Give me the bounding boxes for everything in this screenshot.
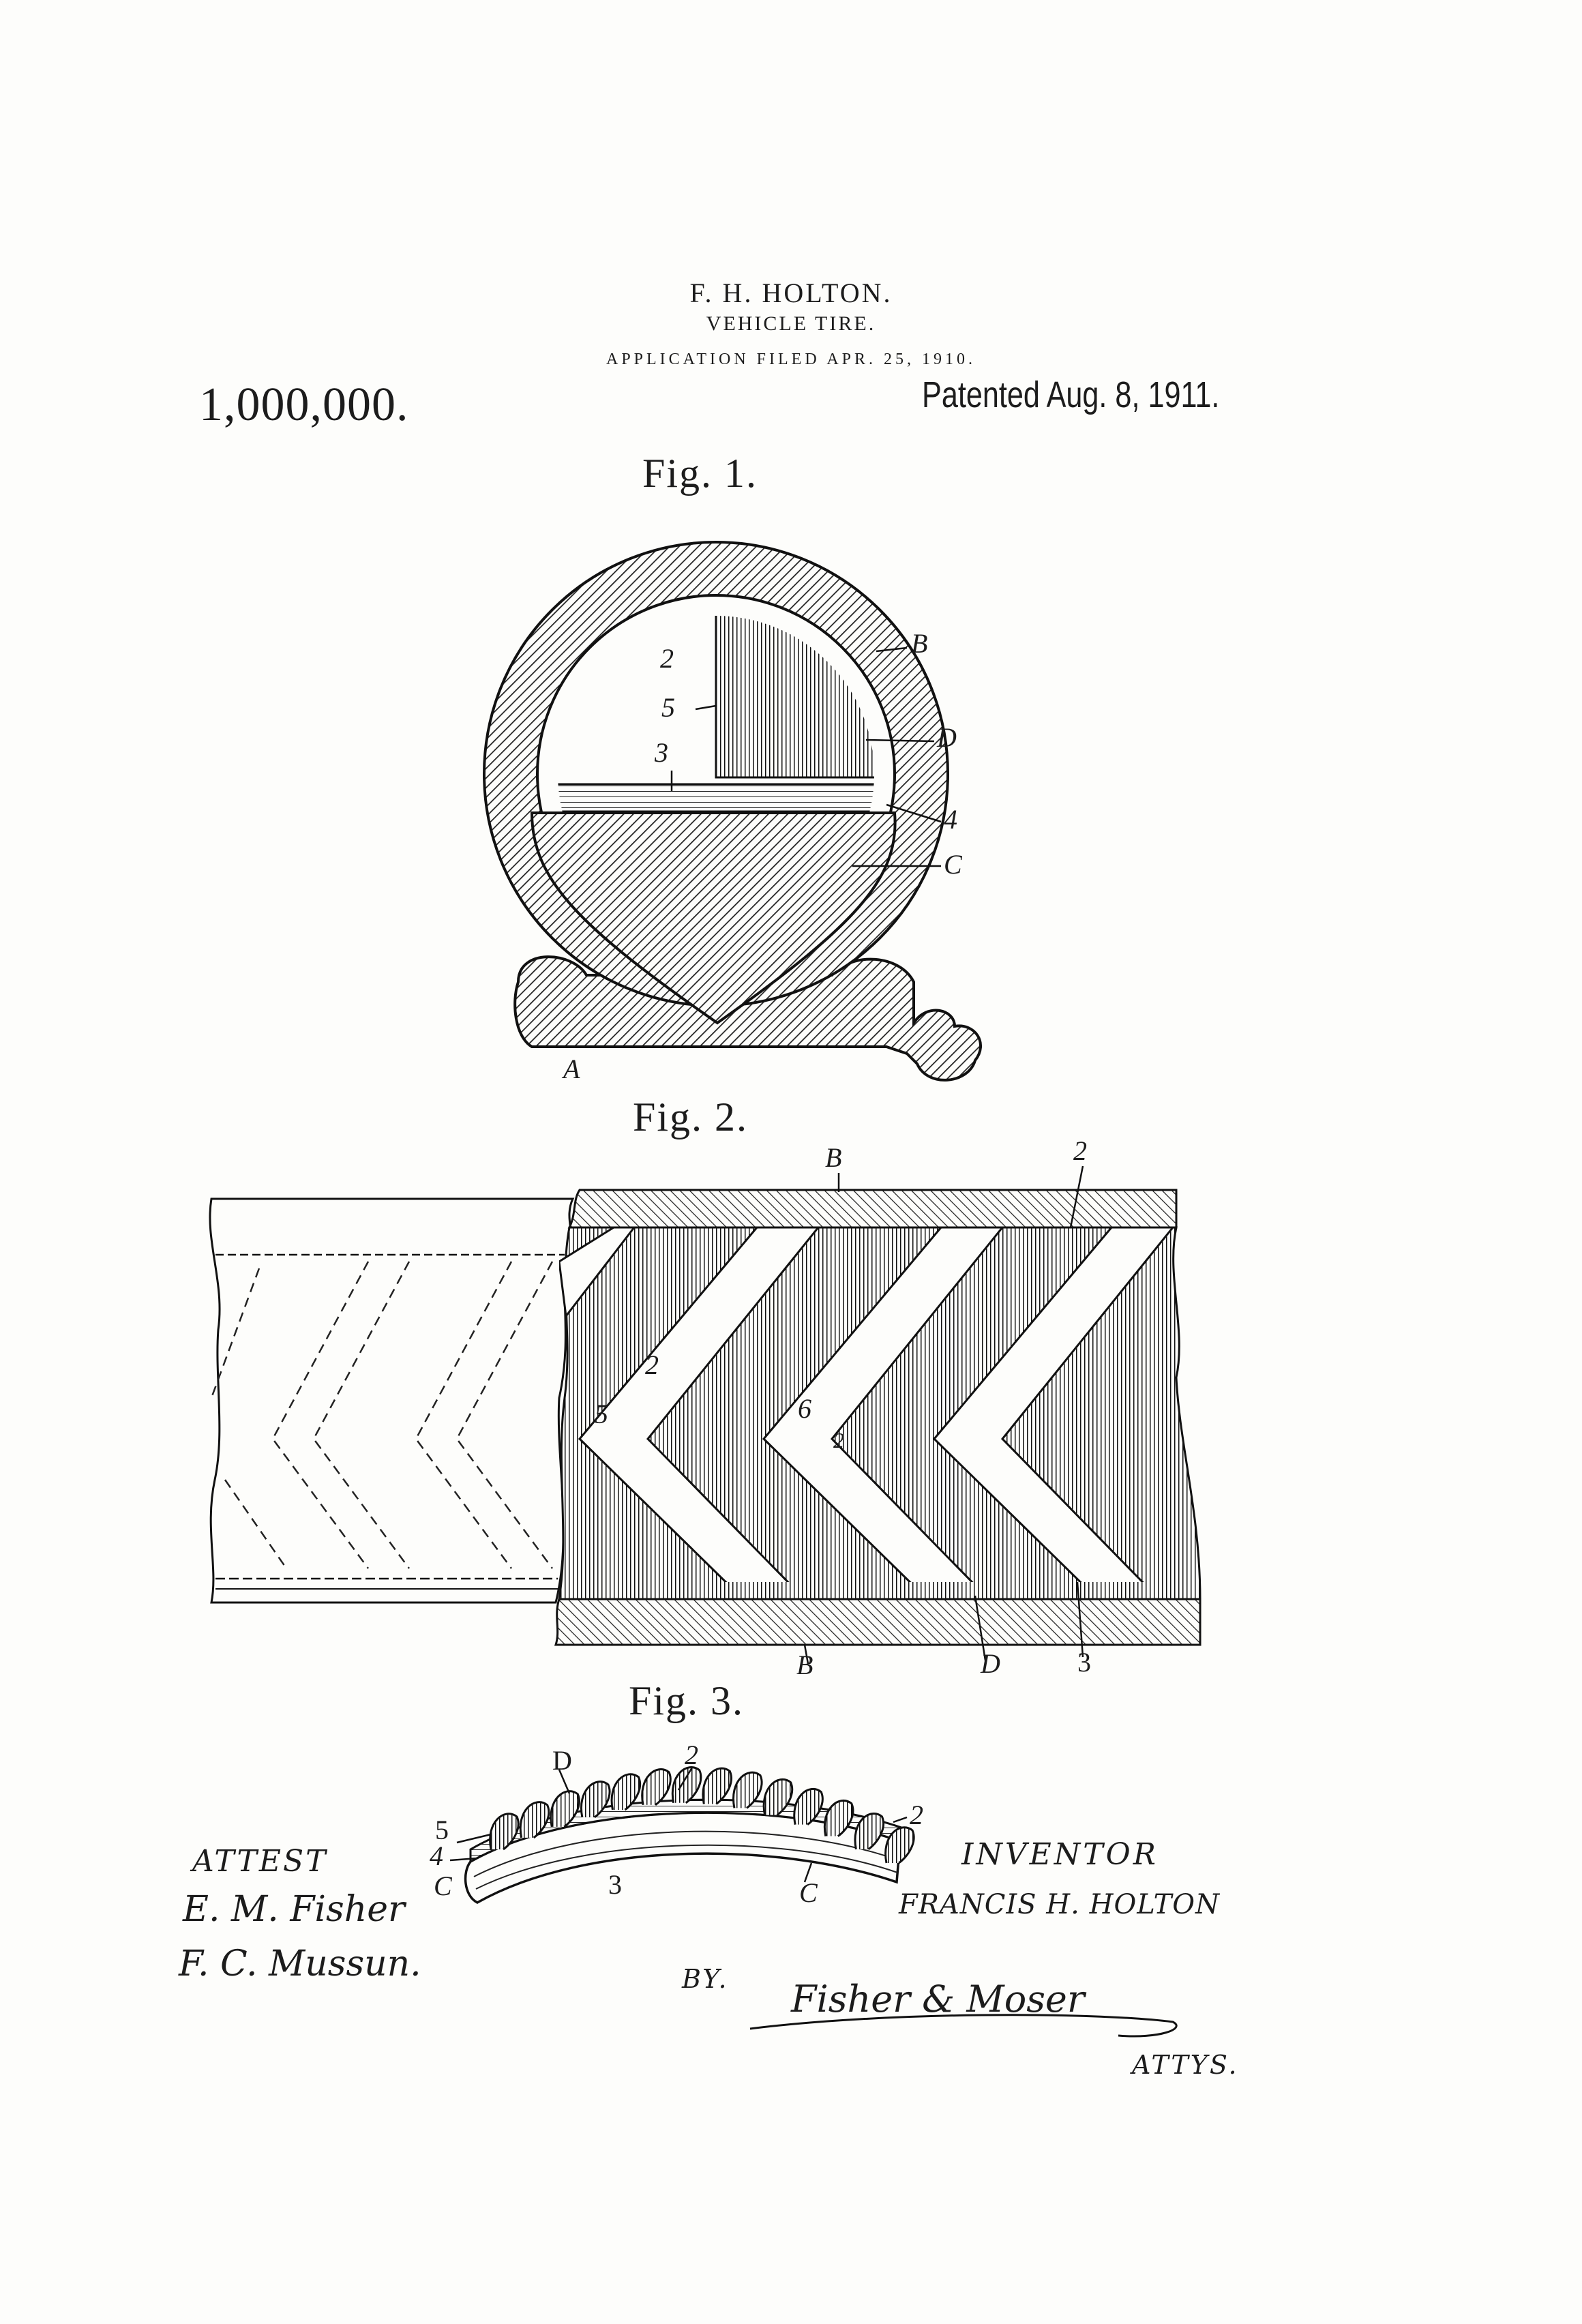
figure-2-drawing [210,1166,1200,1664]
attest-label: ATTEST [192,1844,328,1879]
witness-signature-2: F. C. Mussun. [179,1943,421,1984]
fig2-ref-B-bottom: B [796,1650,814,1680]
inventor-signature: FRANCIS H. HOLTON [899,1889,1221,1920]
fig1-ref-A: A [563,1054,580,1084]
patent-date: Patented Aug. 8, 1911. [922,374,1220,415]
tread-ridge [672,1768,701,1803]
fig1-ref-C: C [944,849,962,880]
fig1-ref-2: 2 [660,643,674,674]
fig2-ref-2-a: 2 [645,1350,659,1380]
fig1-ref-5: 5 [661,692,675,723]
fig3-ref-2-right: 2 [910,1800,923,1830]
fig2-ref-2-b: 2 [833,1428,844,1452]
fig1-ref-4: 4 [944,804,957,835]
tread-ridge [642,1770,671,1805]
fig2-ref-B-top: B [825,1142,842,1173]
fig3-ref-D: D [552,1745,572,1776]
figure-3-drawing [450,1768,914,1903]
fig3-ref-C-right: C [799,1877,818,1908]
attys-label: ATTYS. [1132,2050,1239,2080]
invention-title: VEHICLE TIRE. [706,312,876,335]
by-label: BY. [682,1964,729,1994]
attorney-signature: Fisher & Moser [791,1978,1085,2021]
fig2-ref-D: D [981,1648,1000,1679]
figure-1-label: Fig. 1. [642,451,758,496]
fig3-ref-3: 3 [608,1869,622,1900]
inventor-label: INVENTOR [961,1837,1159,1872]
fig3-ref-2-top: 2 [685,1740,698,1770]
fig2-ref-6: 6 [798,1393,811,1424]
fig1-ref-D: D [937,722,957,753]
fig2-ref-3: 3 [1077,1647,1091,1678]
witness-signature-1: E. M. Fisher [183,1889,405,1930]
figure-3-label: Fig. 3. [629,1678,745,1723]
fig2-ref-5: 5 [595,1399,608,1429]
application-filed: APPLICATION FILED APR. 25, 1910. [606,351,976,368]
fig3-ref-5: 5 [435,1815,449,1845]
fig3-ref-C-left: C [434,1871,452,1901]
fig2-ref-2-top: 2 [1073,1135,1087,1166]
fig1-ref-3: 3 [655,737,668,768]
inventor-name-header: F. H. HOLTON. [689,278,893,308]
figure-1-drawing [484,542,981,1080]
tread-ridge [703,1768,732,1804]
fig1-ref-B: B [911,628,928,659]
fig3-ref-4: 4 [430,1841,443,1871]
patent-number: 1,000,000. [199,378,409,431]
figure-2-label: Fig. 2. [633,1094,749,1139]
